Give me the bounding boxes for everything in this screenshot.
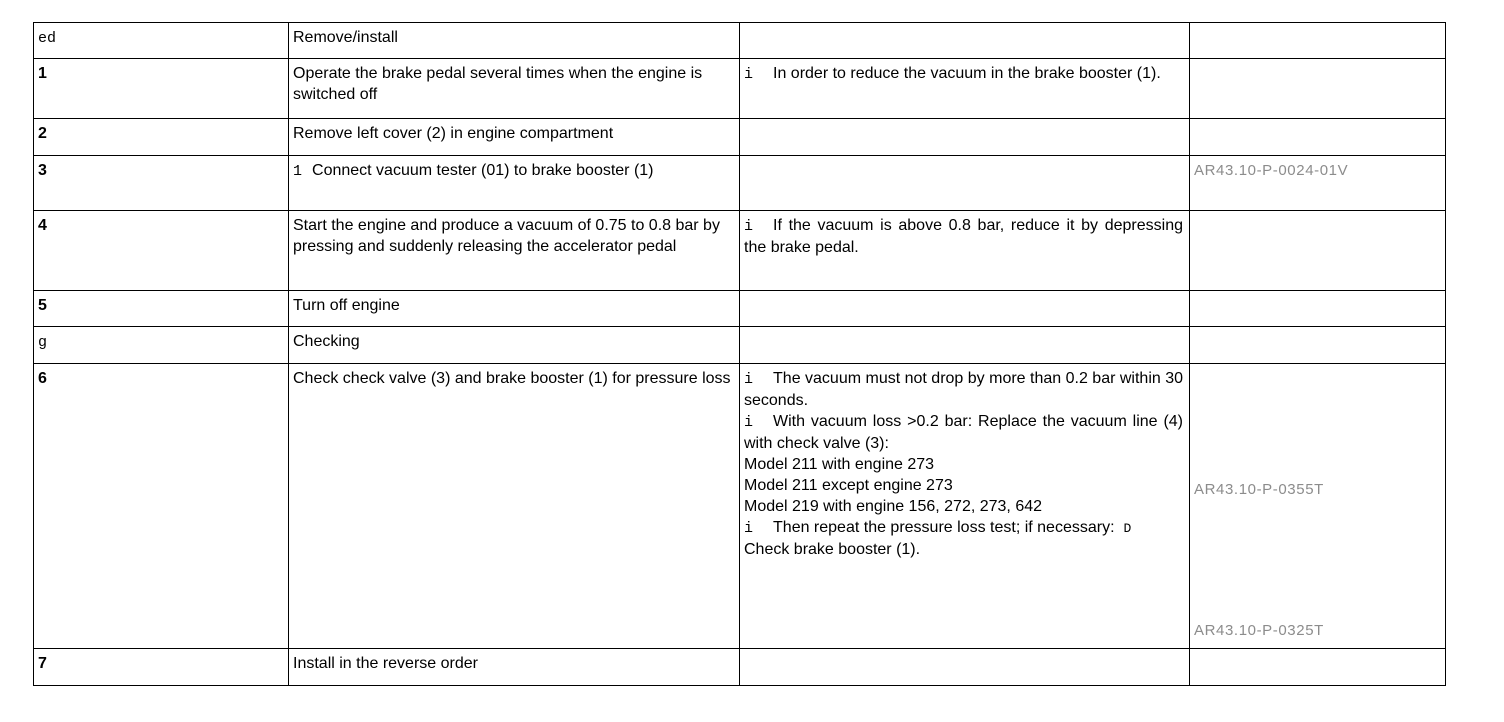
step-symbol: g [38, 334, 48, 351]
table-row [34, 156, 1446, 211]
instruction-text: Start the engine and produce a vacuum of 0.75 to 0.8 bar by pressing and suddenly releasing the accelerator pedal [293, 217, 720, 255]
note-paragraph [744, 215, 1183, 258]
refs-cell [1190, 23, 1446, 59]
notes-cell [740, 649, 1190, 686]
step-number: 3 [38, 162, 47, 179]
step-number: 6 [38, 370, 47, 387]
notes-cell [740, 211, 1190, 291]
instruction-text: Remove left cover (2) in engine compartment [293, 125, 614, 142]
model-line: Model 219 with engine 156, 272, 273, 642 [744, 498, 1043, 515]
info-icon: i [744, 371, 754, 388]
table-row [34, 327, 1446, 364]
note-text: With vacuum loss >0.2 bar: Replace the vacuum line (4) with check valve (3): [744, 413, 1183, 452]
info-icon: i [744, 218, 754, 235]
note-paragraph [744, 63, 1183, 85]
notes-cell [740, 291, 1190, 327]
table-row [34, 119, 1446, 156]
step-cell [34, 119, 289, 156]
step-cell [34, 327, 289, 364]
step-cell [34, 649, 289, 686]
note-text-line: Check brake booster (1). [744, 541, 921, 558]
procedure-table [33, 22, 1446, 686]
ref-link[interactable]: AR43.10-P-0325T [1194, 622, 1324, 639]
refs-cell [1190, 211, 1446, 291]
ref-link[interactable]: AR43.10-P-0024-01V [1194, 162, 1349, 179]
refs-cell [1190, 156, 1446, 211]
note-paragraph [744, 517, 1183, 539]
info-icon: i [744, 520, 754, 537]
notes-cell [740, 23, 1190, 59]
instruction-text: Operate the brake pedal several times when the engine is switched off [293, 65, 703, 103]
step-cell [34, 59, 289, 119]
step-cell [34, 364, 289, 649]
step-cell [34, 291, 289, 327]
instruction-text: Check check valve (3) and brake booster (1) for pressure loss [293, 370, 731, 387]
note-text: The vacuum must not drop by more than 0.2 bar within 30 seconds. [744, 370, 1184, 409]
step-number: 2 [38, 125, 47, 142]
step-cell [34, 156, 289, 211]
refs-cell [1190, 327, 1446, 364]
table-row [34, 291, 1446, 327]
note-paragraph [744, 411, 1183, 454]
instruction-text: Install in the reverse order [293, 655, 478, 672]
note-text: In order to reduce the vacuum in the brake booster (1). [773, 65, 1161, 82]
arrow-symbol: D [1123, 521, 1132, 536]
table-row [34, 649, 1446, 686]
notes-cell [740, 59, 1190, 119]
step-symbol: ed [38, 30, 57, 47]
model-line: Model 211 with engine 273 [744, 456, 935, 473]
refs-cell [1190, 291, 1446, 327]
step-cell [34, 23, 289, 59]
info-icon: i [744, 414, 754, 431]
notes-cell [740, 364, 1190, 649]
instruction-text: Turn off engine [293, 297, 400, 314]
instruction-cell [289, 327, 740, 364]
notes-cell [740, 119, 1190, 156]
step-number: 7 [38, 655, 47, 672]
model-line: Model 211 except engine 273 [744, 477, 953, 494]
instruction-text: Connect vacuum tester (01) to brake booster (1) [312, 162, 654, 179]
instruction-cell [289, 291, 740, 327]
instruction-cell [289, 211, 740, 291]
instruction-cell [289, 156, 740, 211]
table-row [34, 59, 1446, 119]
substep-symbol: 1 [293, 163, 303, 180]
table-row [34, 23, 1446, 59]
note-paragraph [744, 368, 1183, 411]
instruction-cell [289, 649, 740, 686]
section-title: Checking [293, 333, 360, 350]
info-icon: i [744, 66, 754, 83]
note-text: If the vacuum is above 0.8 bar, reduce it by depressing the brake pedal. [744, 217, 1183, 256]
notes-cell [740, 156, 1190, 211]
step-number: 1 [38, 65, 47, 82]
refs-cell [1190, 59, 1446, 119]
instruction-cell [289, 59, 740, 119]
ref-link[interactable]: AR43.10-P-0355T [1194, 481, 1324, 498]
table-row [34, 211, 1446, 291]
section-title: Remove/install [293, 29, 398, 46]
notes-cell [740, 327, 1190, 364]
table-row [34, 364, 1446, 649]
step-number: 4 [38, 217, 47, 234]
step-cell [34, 211, 289, 291]
refs-cell [1190, 364, 1446, 649]
instruction-cell [289, 119, 740, 156]
note-text: Then repeat the pressure loss test; if necessary: [773, 519, 1115, 536]
instruction-cell [289, 364, 740, 649]
refs-cell [1190, 119, 1446, 156]
step-number: 5 [38, 297, 47, 314]
instruction-cell [289, 23, 740, 59]
refs-cell [1190, 649, 1446, 686]
